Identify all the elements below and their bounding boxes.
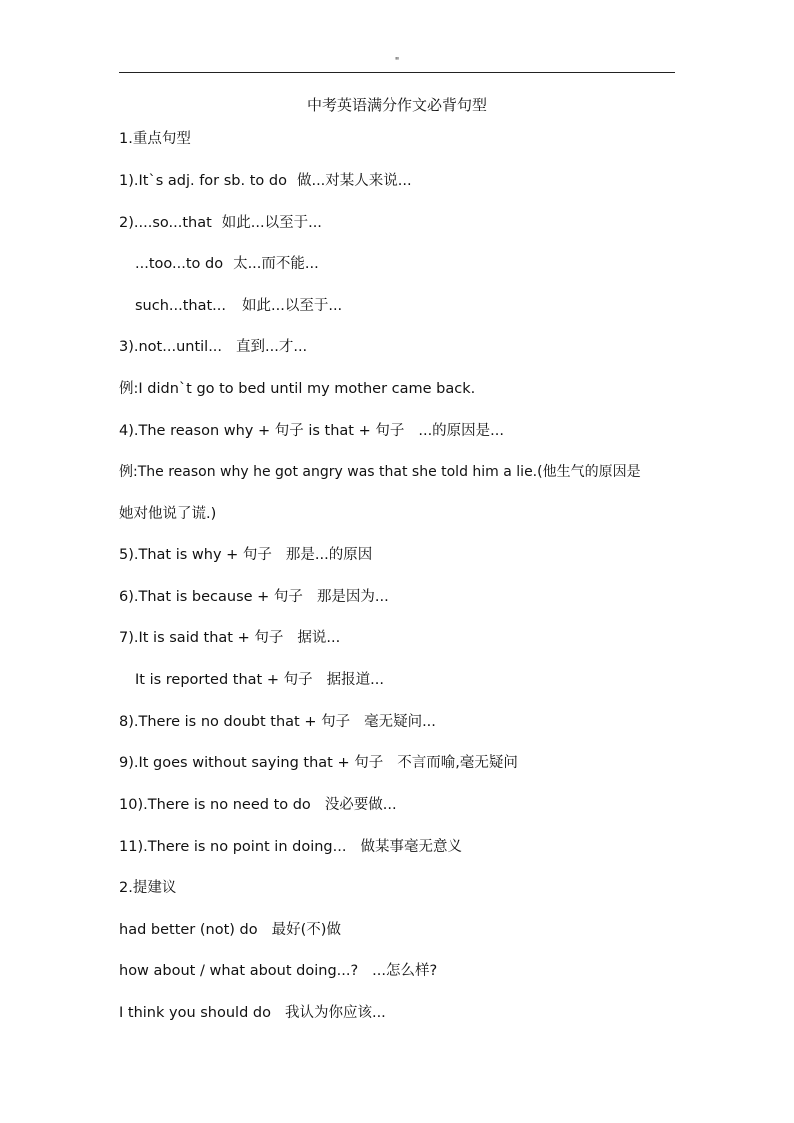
pattern-en: had better (not) do [119,922,258,938]
pattern-zh: 那是...的原因 [285,547,373,563]
pattern-en: 1).It`s adj. for sb. to do [119,173,287,189]
pattern-en: 8).There is no doubt that + 句子 [119,714,351,730]
pattern-en: how about / what about doing...? [119,963,359,979]
pattern-zh: 做某事毫无意义 [360,839,462,855]
pattern-en: such...that... [135,298,227,314]
suggestion-line-3 [119,1003,386,1023]
pattern-en: 11).There is no point in doing... [119,839,347,855]
pattern-zh: 直到...才... [236,339,308,355]
example-text: 例:The reason why he got angry was that she told him a lie.(他生气的原因是 [119,464,641,480]
pattern-line-10 [119,795,397,815]
pattern-line-1 [119,171,412,191]
pattern-en: It is reported that + 句子 [135,672,313,688]
suggestion-line-1 [119,920,341,940]
pattern-zh: ...的原因是... [418,423,505,439]
pattern-line-3 [119,337,307,357]
pattern-en: 4).The reason why + 句子 is that + 句子 [119,423,405,439]
pattern-zh: 如此...以至于... [221,215,322,231]
pattern-line-8 [119,712,436,732]
pattern-zh: 我认为你应该... [284,1005,386,1021]
pattern-zh: 如此...以至于... [242,298,343,314]
page-title: 中考英语满分作文必背句型 [306,96,487,114]
header-rule [119,72,675,73]
pattern-en: 2)....so...that [119,215,212,231]
example-text: 她对他说了谎.) [119,506,217,522]
pattern-en: 5).That is why + 句子 [119,547,272,563]
pattern-line-9 [119,753,518,773]
pattern-line-6 [119,587,389,607]
pattern-en: 6).That is because + 句子 [119,589,303,605]
pattern-zh: 最好(不)做 [271,922,341,938]
pattern-en: 9).It goes without saying that + 句子 [119,755,384,771]
pattern-en: 7).It is said that + 句子 [119,630,284,646]
pattern-en: ...too...to do [135,256,224,272]
pattern-zh: 太...而不能... [233,256,319,272]
example-line-4-cont [119,504,216,524]
pattern-line-4 [119,421,504,441]
section-heading-suggestions [119,878,176,898]
pattern-en: 10).There is no need to do [119,797,311,813]
pattern-line-11 [119,837,462,857]
pattern-zh: 没必要做... [324,797,397,813]
pattern-line-2 [119,213,322,233]
pattern-en: I think you should do [119,1005,271,1021]
pattern-line-2b [135,254,319,274]
pattern-zh: 那是因为... [316,589,389,605]
line-text: 1.重点句型 [119,131,191,147]
pattern-zh: 做...对某人来说... [296,173,412,189]
pattern-zh: 据报道... [326,672,384,688]
suggestion-line-2 [119,961,437,981]
pattern-line-7 [119,628,340,648]
pattern-zh: 据说... [297,630,341,646]
pattern-line-7b [135,670,384,690]
example-line-3 [119,379,475,399]
pattern-zh: ...怎么样? [372,963,438,979]
pattern-zh: 毫无疑问... [364,714,436,730]
line-text: 2.提建议 [119,880,177,896]
pattern-line-2c [135,296,342,316]
example-text: 例:I didn`t go to bed until my mother came back. [119,381,476,397]
pattern-zh: 不言而喻,毫无疑问 [397,755,518,771]
pattern-line-5 [119,545,372,565]
header-mark: " [394,56,400,67]
example-line-4 [119,462,641,482]
section-heading-key-patterns [119,129,191,149]
pattern-en: 3).not...until... [119,339,223,355]
